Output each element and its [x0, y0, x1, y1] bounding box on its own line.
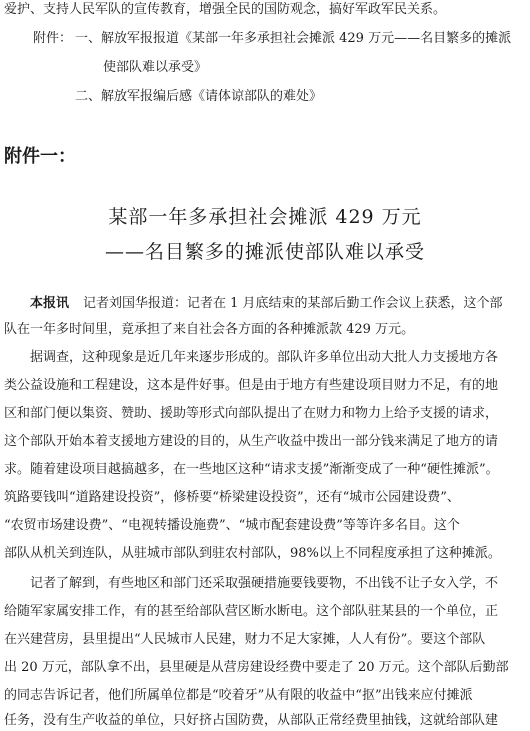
article-subtitle: ——名目繁多的摊派使部队难以承受	[104, 241, 425, 263]
article-paragraph-line: 的同志告诉记者，他们所属单位都是“咬着牙”从有限的收益中“抠”出钱来应付摊派	[4, 688, 473, 703]
intro-line: 爱护、支持人民军队的宣传教育，增强全民的国防观念，搞好军政军民关系。	[4, 2, 447, 17]
article-paragraph-line	[30, 296, 503, 312]
article-paragraph-line: 这个部队开始本着支援地方建设的目的，从生产收益中拨出一部分钱来满足了地方的请	[4, 434, 499, 449]
attachments-label: 附件：	[33, 31, 73, 46]
lead-text: 记者刘国华报道：记者在 1 月底结束的某部后勤工作会议上获悉，这个部	[83, 296, 503, 311]
article-paragraph-line: 记者了解到，有些地区和部门还采取强硬措施要钱要物，不出钱不让子女入学，不	[30, 576, 499, 591]
attachment-heading: 附件一：	[4, 146, 76, 167]
attachment-item-2: 二、解放军报编后感《请体谅部队的难处》	[75, 89, 323, 104]
article-paragraph-line: 队在一年多时间里，竟承担了来自社会各方面的各种摊派款 429 万元。	[4, 322, 415, 337]
article-paragraph-line: “农贸市场建设费”、“电视转播设施费”、“城市配套建设费”等等许多名目。这个	[4, 518, 460, 533]
article-paragraph-line: 类公益设施和工程建设，这本是件好事。但是由于地方有些建设项目财力不足，有的地	[4, 378, 499, 393]
article-paragraph-line: 任务，没有生产收益的单位，只好挤占国防费，从部队正常经费里抽钱，这就给部队建	[4, 713, 499, 728]
attachment-item-1: 一、解放军报报道《某部一年多承担社会摊派 429 万元——名目繁多的摊派	[75, 31, 512, 46]
article-paragraph-line: 据调查，这种现象是近几年来逐步形成的。部队许多单位出动大批人力支援地方各	[30, 350, 499, 365]
article-paragraph-line: 部队从机关到连队，从驻城市部队到驻农村部队，98%以上不同程度承担了这种摊派。	[4, 546, 501, 561]
article-paragraph-line: 在兴建营房，县里提出“人民城市人民建，财力不足大家摊，人人有份”。要这个部队	[4, 632, 486, 647]
news-source-label: 本报讯	[30, 296, 70, 311]
article-paragraph-line: 求。随着建设项目越搞越多，在一些地区这种“请求支援”渐渐变成了一种“硬性摊派”。	[4, 462, 499, 477]
attachment-item-1-continued: 使部队难以承受》	[103, 60, 208, 75]
article-paragraph-line: 筑路要钱叫“道路建设投资”，修桥要“桥梁建设投资”，还有“城市公园建设费”、	[4, 490, 460, 505]
article-title: 某部一年多承担社会摊派 429 万元	[108, 206, 422, 228]
article-paragraph-line: 区和部门便以集资、赞助、援助等形式向部队提出了在财力和物力上给予支援的请求，	[4, 406, 499, 421]
article-paragraph-line: 出 20 万元，部队拿不出，县里硬是从营房建设经费中要走了 20 万元。这个部队后勤部	[4, 660, 509, 675]
article-paragraph-line: 给随军家属安排工作，有的甚至给部队营区断水断电。这个部队驻某县的一个单位，正	[4, 604, 499, 619]
